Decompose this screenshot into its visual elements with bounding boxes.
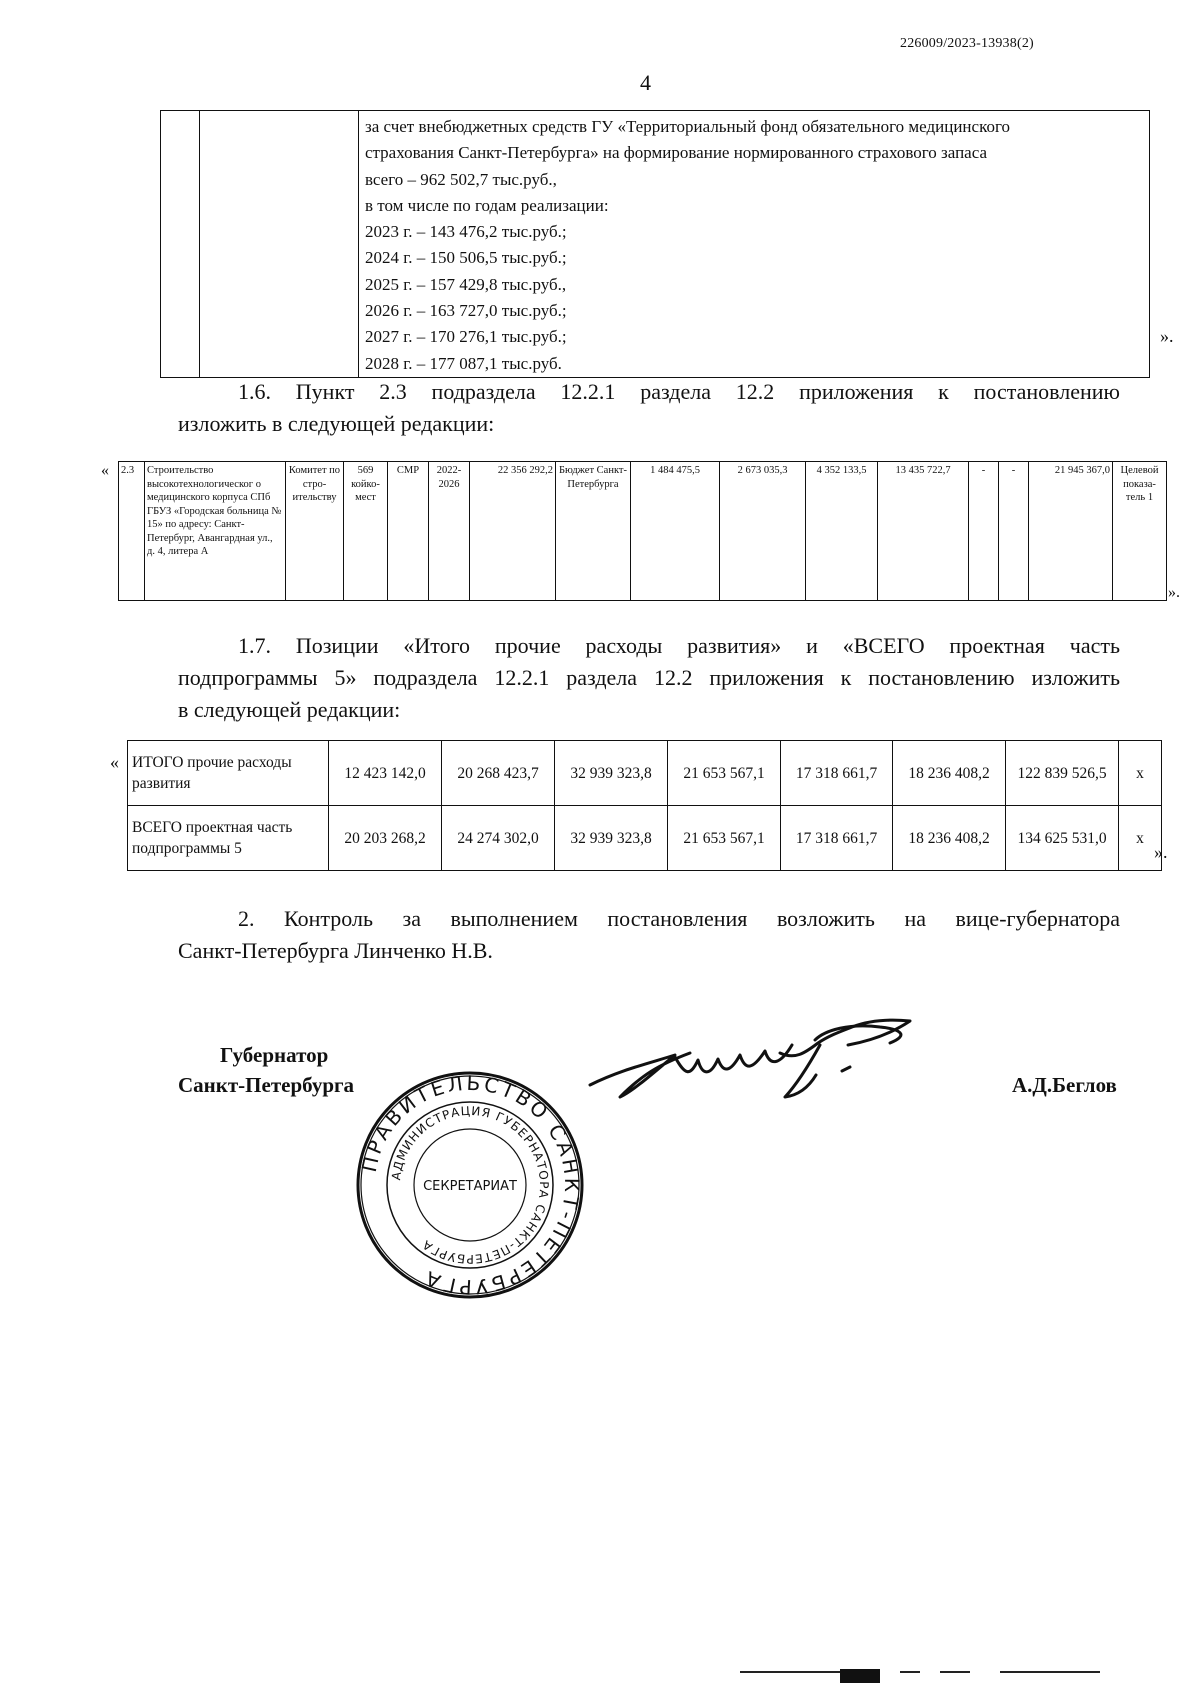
official-seal [355, 1070, 585, 1300]
paragraph-1-7 [178, 630, 1120, 726]
row-value: 18 236 408,2 [893, 741, 1006, 806]
paragraph-line: изложить в следующей редакции: [178, 411, 495, 436]
row-label: ВСЕГО проектная часть подпрограммы 5 [128, 806, 329, 871]
funding-line: 2028 г. – 177 087,1 тыс.руб. [365, 353, 562, 373]
row-value: 32 939 323,8 [555, 806, 668, 871]
closing-quote: ». [1160, 326, 1174, 346]
cell-value: 2 673 035,3 [720, 462, 806, 601]
cell-period: 2022-2026 [429, 462, 470, 601]
document-number: 226009/2023-13938(2) [900, 36, 1034, 51]
row-value: 17 318 661,7 [781, 741, 893, 806]
table-cell-empty [161, 111, 200, 378]
row-value: х [1119, 741, 1162, 806]
row-value: х [1119, 806, 1162, 871]
funding-line: 2025 г. – 157 429,8 тыс.руб., [365, 274, 567, 294]
cell-type: СМР [388, 462, 429, 601]
funding-table [160, 110, 1150, 378]
scan-artifacts [740, 1665, 1120, 1685]
funding-line: всего – 962 502,7 тыс.руб., [365, 169, 557, 189]
signatory-title: Губернатор [220, 1043, 329, 1067]
paragraph-line: 1.7. Позиции «Итого прочие расходы развития» и «ВСЕГО проектная часть [238, 633, 1120, 658]
cell-total: 21 945 367,0 [1029, 462, 1113, 601]
row-value: 24 274 302,0 [442, 806, 555, 871]
cell-source: Бюджет Санкт-Петербурга [556, 462, 631, 601]
closing-quote: ». [1154, 842, 1168, 862]
row-label: ИТОГО прочие расходы развития [128, 741, 329, 806]
funding-line: 2023 г. – 143 476,2 тыс.руб.; [365, 222, 567, 242]
cell-value: 1 484 475,5 [631, 462, 720, 601]
cell-value: - [969, 462, 999, 601]
paragraph-2 [178, 903, 1120, 967]
handwritten-signature [580, 1015, 940, 1125]
row-value: 32 939 323,8 [555, 741, 668, 806]
table-row [128, 741, 1162, 806]
cell-name: Строительство высокотехнологическог о медицинского корпуса СПб ГБУЗ «Городская больница № 15» по адресу: Санкт-Петербург, Авангардная ул., д. 4, литера А [145, 462, 286, 601]
row-value: 20 268 423,7 [442, 741, 555, 806]
funding-line: 2024 г. – 150 506,5 тыс.руб.; [365, 248, 567, 268]
item-table [118, 461, 1167, 601]
row-value: 12 423 142,0 [329, 741, 442, 806]
table-cell-empty [200, 111, 359, 378]
cell-value: 13 435 722,7 [878, 462, 969, 601]
row-value: 122 839 526,5 [1006, 741, 1119, 806]
cell-value: - [999, 462, 1029, 601]
row-value: 21 653 567,1 [668, 806, 781, 871]
paragraph-1-6 [178, 376, 1120, 440]
table-row [119, 462, 1167, 601]
opening-quote: « [110, 752, 119, 772]
cell-cost: 22 356 292,2 [470, 462, 556, 601]
funding-line: 2026 г. – 163 727,0 тыс.руб.; [365, 301, 567, 321]
opening-quote: « [101, 462, 109, 479]
page-number: 4 [640, 70, 651, 95]
cell-value: 4 352 133,5 [806, 462, 878, 601]
cell-capacity: 569 койко-мест [344, 462, 388, 601]
row-value: 17 318 661,7 [781, 806, 893, 871]
funding-line: 2027 г. – 170 276,1 тыс.руб.; [365, 327, 567, 347]
paragraph-line: подпрограммы 5» подраздела 12.2.1 раздела 12.2 приложения к постановлению изложить [178, 665, 1120, 690]
seal-outer-text: ПРАВИТЕЛЬСТВО САНКТ-ПЕТЕРБУРГА [356, 1070, 585, 1300]
funding-line: страхования Санкт-Петербурга» на формирование нормированного страхового запаса [365, 143, 988, 163]
funding-line: за счет внебюджетных средств ГУ «Территориальный фонд обязательного медицинского [365, 117, 1011, 136]
paragraph-line: Санкт-Петербурга Линченко Н.В. [178, 938, 493, 963]
paragraph-line: 1.6. Пункт 2.3 подраздела 12.2.1 раздела 12.2 приложения к постановлению [238, 379, 1120, 404]
cell-indicator: Целевой показа-тель 1 [1113, 462, 1167, 601]
paragraph-line: в следующей редакции: [178, 697, 401, 722]
signatory-name: А.Д.Беглов [1012, 1073, 1117, 1097]
closing-quote: ». [1168, 584, 1180, 601]
table-row [128, 806, 1162, 871]
funding-line: в том числе по годам реализации: [365, 195, 609, 215]
totals-table [127, 740, 1162, 871]
seal-inner-text: АДМИНИСТРАЦИЯ ГУБЕРНАТОРА САНКТ-ПЕТЕРБУРГА [389, 1103, 552, 1267]
paragraph-line: 2. Контроль за выполнением постановления возложить на вице-губернатора [238, 906, 1120, 931]
row-value: 21 653 567,1 [668, 741, 781, 806]
signature-block [178, 1040, 354, 1100]
signatory-title: Санкт-Петербурга [178, 1073, 355, 1097]
row-value: 18 236 408,2 [893, 806, 1006, 871]
table-cell-text [359, 111, 1150, 378]
cell-num: 2.3 [119, 462, 145, 601]
seal-center-text: СЕКРЕТАРИАТ [423, 1179, 517, 1194]
cell-responsible: Комитет по стро-ительству [286, 462, 344, 601]
table-row [161, 111, 1150, 378]
row-value: 20 203 268,2 [329, 806, 442, 871]
row-value: 134 625 531,0 [1006, 806, 1119, 871]
